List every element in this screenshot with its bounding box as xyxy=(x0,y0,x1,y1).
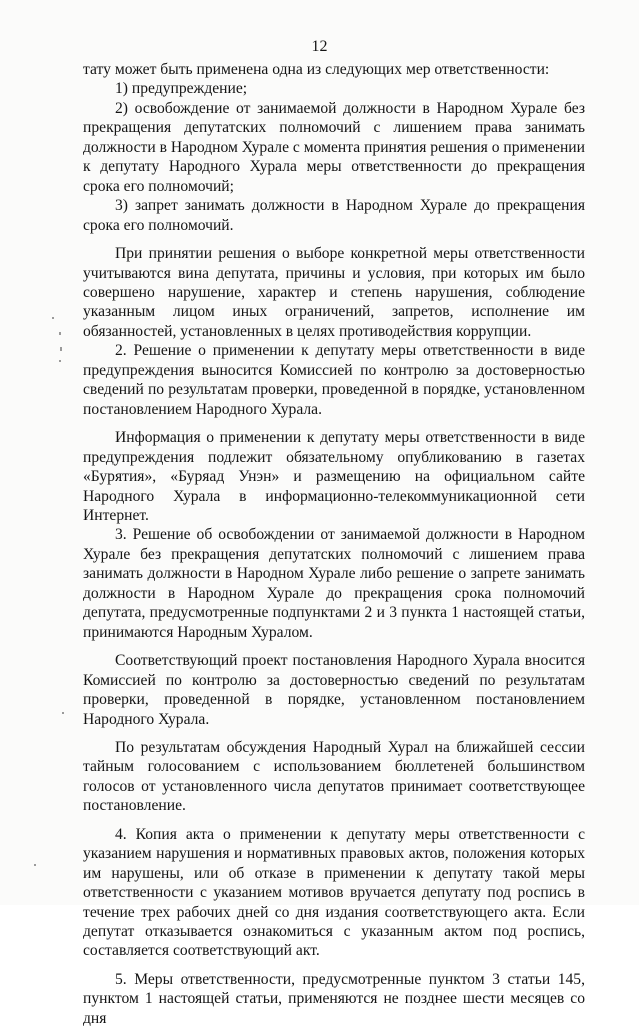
scan-mark xyxy=(62,712,64,714)
paragraph-item-3: 3) запрет занимать должности в Народном Хурале до прекращения срока его полномочий. xyxy=(83,197,585,234)
scan-mark xyxy=(60,347,62,351)
paragraph-intro: тату может быть применена одна из следующих мер ответственности: xyxy=(83,61,550,78)
paragraph-item-2: 2) освобождение от занимаемой должности в Народном Хурале без прекращения депутатских полномочий с лишением права занимать должности в Народном Хурале с момента принятия решения о применении к депутату Народного Хурала меры ответственности до прекращения срока его полномочий; xyxy=(83,99,585,195)
scan-mark xyxy=(59,360,61,362)
scan-mark xyxy=(52,317,54,319)
paragraph-voting: По результатам обсуждения Народный Хурал на ближайшей сессии тайным голосованием с использованием бюллетеней большинством голосов от установленного числа депутатов принимает соответствующее постановление. xyxy=(83,738,585,815)
document-body xyxy=(83,60,585,1028)
paragraph-considerations: При принятии решения о выборе конкретной меры ответственности учитываются вина депутата, причины и условия, при которых им было совершено нарушение, характер и степень нарушения, соблюдение указанным лицом иных ограничений, запретов, исполнение им обязанностей, установленных в целях противодействия коррупции. xyxy=(83,245,585,340)
page-number: 12 xyxy=(311,38,328,55)
scan-mark xyxy=(34,864,36,866)
paragraph-draft-resolution: Соответствующий проект постановления Народного Хурала вносится Комиссией по контролю за достоверностью сведений по результатам проверки, проведенной в порядке, установленном постановлением Народного Хурала. xyxy=(83,652,585,728)
paragraph-item-1: 1) предупреждение; xyxy=(115,80,248,98)
paragraph-point-5: 5. Меры ответственности, предусмотренные пунктом 3 статьи 145, пунктом 1 настоящей статьи, применяются не позднее шести месяцев со дня xyxy=(83,970,585,1027)
scan-mark xyxy=(59,332,61,335)
paragraph-point-4: 4. Копия акта о применении к депутату меры ответственности с указанием нарушения и нормативных правовых актов, положения которых им нарушены, или об отказе в применении к депутату такой меры ответственности с указанием мотивов вручается депутату под роспись в течение трех рабочих дней со дня издания соответствующего акта. Если депутат отказывается ознакомиться с указанным актом под роспись, составляется соответствующий акт. xyxy=(83,825,585,960)
paragraph-publication: Информация о применении к депутату меры ответственности в виде предупреждения подлежит обязательному опубликованию в газетах «Бурятия», «Буряад Унэн» и размещению на официальном сайте Народного Хурала в информационно-телекоммуникационной сети Интернет. xyxy=(83,429,585,524)
paragraph-point-3: 3. Решение об освобождении от занимаемой должности в Народном Хурале без прекращения депутатских полномочий с лишением права занимать должности в Народном Хурале либо решение о запрете занимать должности в Народном Хурале до прекращения срока полномочий депутата, предусмотренные подпунктами 2 и 3 пункта 1 настоящей статьи, принимаются Народным Хуралом. xyxy=(83,526,585,641)
paragraph-point-2: 2. Решение о применении к депутату меры ответственности в виде предупреждения выносится Комиссией по контролю за достоверностью сведений по результатам проверки, проведенной в порядке, установленном постановлением Народного Хурала. xyxy=(83,342,585,418)
